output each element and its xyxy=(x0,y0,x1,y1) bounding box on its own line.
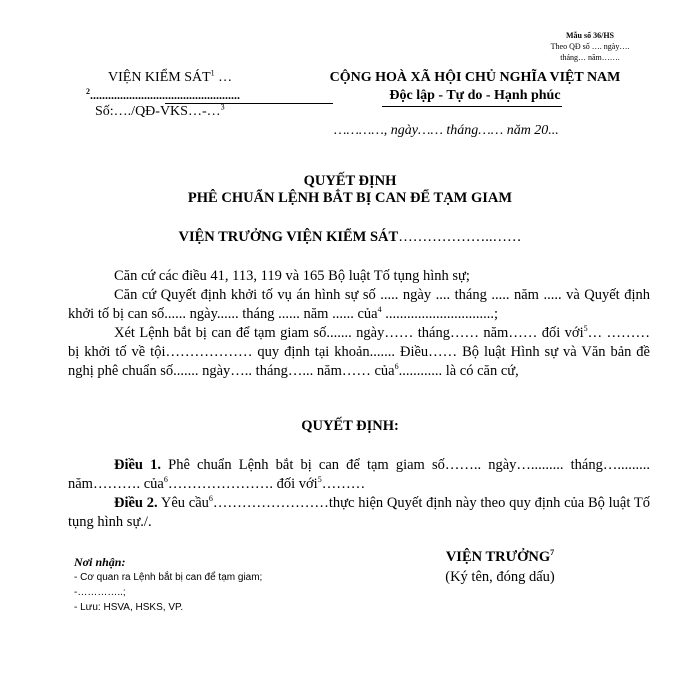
document-number xyxy=(95,104,225,120)
form-code xyxy=(520,30,660,63)
basis-arrest-footnote-1: 5 xyxy=(583,324,588,334)
basis-arrest-text-2: … ……… bị khởi tố về tội……………… quy định tại khoản....... Điều…… Bộ luật Hình sự và Văn bản đề nghị phê chuẩn số....... ngày….. tháng…... năm…… của xyxy=(68,325,651,379)
sub-agency-footnote: 2 xyxy=(86,87,90,96)
form-code-line3: tháng… năm……. xyxy=(560,53,620,62)
article-1-label: Điều 1. xyxy=(114,457,161,473)
document-number-footnote: 3 xyxy=(220,102,225,112)
issuing-authority-label: VIỆN TRƯỞNG VIỆN KIỂM SÁT xyxy=(178,229,399,245)
sub-agency-line xyxy=(86,88,240,103)
agency-label: VIỆN KIỂM SÁT xyxy=(108,70,211,85)
basis-arrest-order xyxy=(68,324,650,381)
article-2-footnote: 6 xyxy=(208,494,213,504)
article-1-text-3: ……… xyxy=(321,476,366,492)
basis-law: Căn cứ các điều 41, 113, 119 và 165 Bộ luật Tố tụng hình sự; xyxy=(114,268,470,284)
article-2-text-2: ……………………thực hiện Quyết định này theo quy định của Bộ luật Tố tụng hình sự./. xyxy=(68,495,651,530)
motto: Độc lập - Tự do - Hạnh phúc xyxy=(389,88,561,103)
issuing-authority-dots: ………………..…… xyxy=(398,229,522,245)
signature-title-text: VIỆN TRƯỞNG xyxy=(445,549,551,565)
decision-title: QUYẾT ĐỊNH xyxy=(303,173,397,189)
signature-note: (Ký tên, đóng dấu) xyxy=(445,569,555,585)
basis-prosecution-footnote: 4 xyxy=(377,305,382,315)
article-1-footnote-1: 6 xyxy=(163,475,168,485)
basis-arrest-text-3: ............ là có căn cứ, xyxy=(398,363,519,379)
sub-agency-dots: .................................................. xyxy=(90,88,240,102)
article-2-label: Điều 2. xyxy=(114,495,158,511)
basis-prosecution-text: Căn cứ Quyết định khởi tố vụ án hình sự số ..... ngày .... tháng ..... năm ..... và Quyết định khởi tố bị can số...... ngày...... tháng ...... năm ...... của xyxy=(68,287,650,322)
article-2-text: Yêu cầu xyxy=(157,495,209,511)
agency-tail: … xyxy=(214,70,233,85)
nation-name: CỘNG HOÀ XÃ HỘI CHỦ NGHĨA VIỆT NAM xyxy=(329,70,621,85)
basis-arrest-text: Xét Lệnh bắt bị can để tạm giam số....... ngày…… tháng…… năm…… đối với xyxy=(114,325,584,341)
article-1-text-2: …………………. đối với xyxy=(167,476,318,492)
place-date-line: …………, ngày…… tháng…… năm 20... xyxy=(334,123,559,138)
decision-subject: PHÊ CHUẨN LỆNH BẮT BỊ CAN ĐỂ TẠM GIAM xyxy=(187,190,513,206)
motto-underline xyxy=(382,106,562,107)
article-1 xyxy=(68,456,650,494)
decision-heading: QUYẾT ĐỊNH: xyxy=(301,418,399,434)
recipients-block xyxy=(74,555,262,615)
signature-title xyxy=(400,549,600,566)
agency-footnote: 1 xyxy=(210,68,215,78)
article-1-footnote-2: 5 xyxy=(317,475,322,485)
recipient-item: -…………..; xyxy=(74,587,126,598)
document-number-text: Số:…./QĐ-VKS…-… xyxy=(95,104,221,119)
article-2 xyxy=(68,494,650,532)
signature-footnote: 7 xyxy=(550,548,555,558)
agency-name xyxy=(108,70,232,86)
form-code-line2: Theo QĐ số …. ngày…. xyxy=(550,42,630,51)
basis-prosecution xyxy=(68,286,650,324)
form-code-line1: Mẫu số 36/HS xyxy=(565,31,614,40)
basis-prosecution-dots: ..............................; xyxy=(381,306,498,322)
recipients-heading: Nơi nhận: xyxy=(74,555,126,569)
basis-arrest-footnote-2: 6 xyxy=(394,362,399,372)
recipient-item: - Cơ quan ra Lệnh bắt bị can để tạm giam; xyxy=(74,572,263,583)
recipient-item: - Lưu: HSVA, HSKS, VP. xyxy=(74,602,184,613)
article-1-text: Phê chuẩn Lệnh bắt bị can để tạm giam số…….. ngày…......... tháng…......... năm………. của xyxy=(68,457,650,492)
issuing-authority xyxy=(0,229,700,246)
